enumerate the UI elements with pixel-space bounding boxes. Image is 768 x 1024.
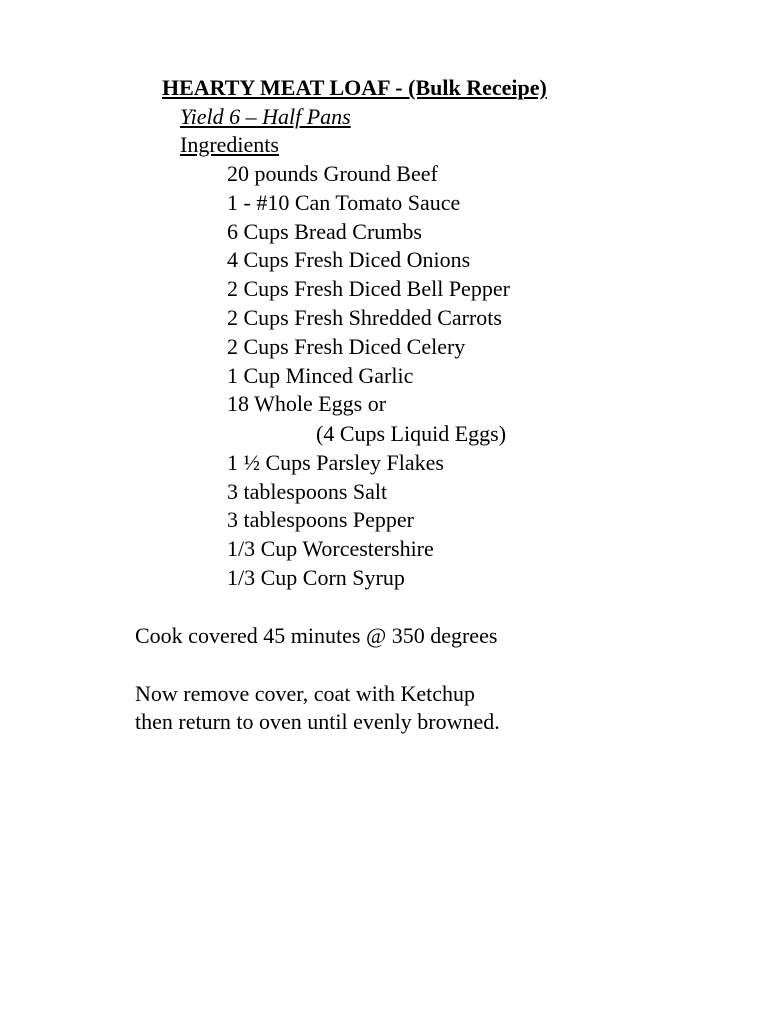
- recipe-title: HEARTY MEAT LOAF - (Bulk Receipe): [162, 75, 547, 100]
- ingredient-item: 1/3 Cup Worcestershire: [227, 536, 434, 561]
- ingredient-item: 3 tablespoons Salt: [227, 479, 388, 504]
- finish-instruction-line-2: then return to oven until evenly browned.: [135, 709, 500, 734]
- ingredient-item: 20 pounds Ground Beef: [227, 161, 438, 186]
- ingredient-item: 1 ½ Cups Parsley Flakes: [227, 450, 444, 475]
- ingredient-item: 2 Cups Fresh Diced Celery: [227, 334, 466, 359]
- ingredient-item-note: (4 Cups Liquid Eggs): [316, 421, 507, 446]
- recipe-yield: Yield 6 – Half Pans: [180, 104, 351, 129]
- ingredients-heading: Ingredients: [180, 132, 279, 157]
- ingredient-item: 3 tablespoons Pepper: [227, 507, 414, 532]
- ingredient-item: 1/3 Cup Corn Syrup: [227, 565, 405, 590]
- cook-instruction: Cook covered 45 minutes @ 350 degrees: [135, 623, 498, 648]
- ingredient-item: 2 Cups Fresh Diced Bell Pepper: [227, 276, 510, 301]
- ingredient-item: 1 - #10 Can Tomato Sauce: [227, 190, 461, 215]
- finish-instruction-line-1: Now remove cover, coat with Ketchup: [135, 681, 476, 706]
- ingredient-item: 4 Cups Fresh Diced Onions: [227, 247, 471, 272]
- ingredient-item: 1 Cup Minced Garlic: [227, 363, 414, 388]
- ingredient-item: 18 Whole Eggs or: [227, 391, 387, 416]
- ingredient-item: 6 Cups Bread Crumbs: [227, 219, 422, 244]
- ingredient-item: 2 Cups Fresh Shredded Carrots: [227, 305, 502, 330]
